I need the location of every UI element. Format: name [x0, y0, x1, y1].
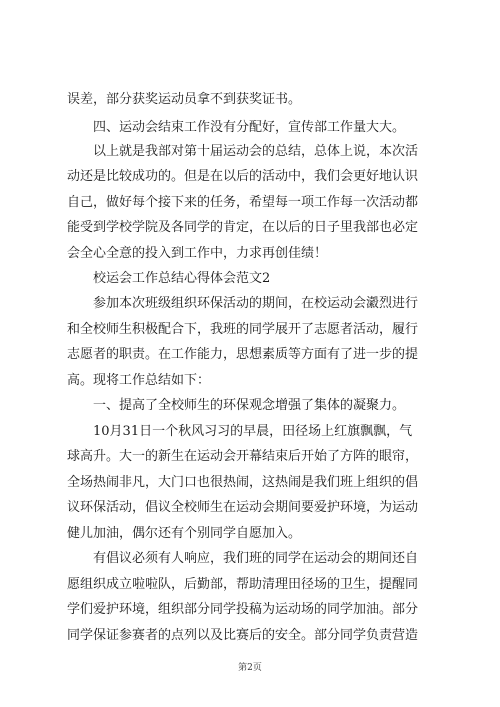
text-line [0, 244, 500, 264]
text-line [0, 524, 500, 544]
text-line-content: 高。现将工作总结如下： [67, 373, 211, 388]
text-line-content: 动还是比较成功的。但是在以后的活动中，我们会更好地认识 [67, 169, 419, 184]
text-line [0, 193, 500, 213]
text-line-content: 10月31日一个秋风习习的早晨，田径场上红旗飘飘，气 [93, 424, 413, 439]
text-line-content: 有倡议必须有人响应，我们班的同学在运动会的期间还自 [93, 551, 419, 566]
text-line-content: 志愿者的职责。在工作能力，思想素质等方面有了进一步的提 [67, 347, 419, 362]
text-line [0, 294, 500, 314]
text-line [0, 371, 500, 391]
text-line-content: 同学保证参赛者的点列以及比赛后的安全。部分同学负责营造 [67, 628, 419, 643]
text-line [0, 575, 500, 595]
text-line-content: 一、提高了全校师生的环保观念增强了集体的凝聚力。 [93, 398, 406, 413]
text-line-content: 议环保活动，倡议全校师生在运动会期间要爱护环境，为运动 [67, 500, 419, 515]
text-line-content: 球高升。大一的新生在运动会开幕结束后开始了方阵的眼帘， [67, 449, 419, 464]
text-line-content: 和全校师生积极配合下，我班的同学展开了志愿者活动，履行 [67, 322, 419, 337]
text-line [0, 447, 500, 467]
text-line-content: 学们爱护环境，组织部分同学投稿为运动场的同学加油。部分 [67, 602, 419, 617]
section-heading [0, 269, 500, 289]
text-line [0, 167, 500, 187]
text-line [0, 473, 500, 493]
text-line [0, 142, 500, 162]
text-line [0, 600, 500, 620]
text-line [0, 626, 500, 646]
text-line-content: 能受到学校学院及各同学的肯定，在以后的日子里我部也必定 [67, 220, 419, 235]
text-line [0, 90, 500, 110]
text-line-content: 全场热闹非凡，大门口也很热闹，这热闹是我们班上组织的倡 [67, 475, 419, 490]
text-line-content: 健儿加油，偶尔还有个别同学自愿加入。 [67, 526, 302, 541]
text-line [0, 118, 500, 138]
text-line-content: 以上就是我部对第十届运动会的总结，总体上说，本次活 [93, 144, 419, 159]
text-line-content: 误差，部分获奖运动员拿不到获奖证书。 [67, 92, 302, 107]
text-line-content: 愿组织成立啦啦队，后勤部，帮助清理田径场的卫生，提醒同 [67, 577, 419, 592]
text-line [0, 422, 500, 442]
section-heading-text: 校运会工作总结心得体会范文2 [93, 271, 271, 286]
text-line-content: 四、运动会结束工作没有分配好，宣传部工作量大大。 [93, 120, 406, 135]
page-number: 第2页 [238, 663, 262, 673]
text-line-content: 会全心全意的投入到工作中，力求再创佳绩！ [67, 246, 328, 261]
text-line [0, 498, 500, 518]
text-line [0, 320, 500, 340]
text-line-content: 参加本次班级组织环保活动的期间，在校运动会瀫烈进行 [93, 296, 419, 311]
text-line [0, 396, 500, 416]
text-line [0, 218, 500, 238]
text-line [0, 549, 500, 569]
text-line [0, 345, 500, 365]
text-line-content: 自己，做好每个接下来的任务，希望每一项工作每一次活动都 [67, 195, 419, 210]
